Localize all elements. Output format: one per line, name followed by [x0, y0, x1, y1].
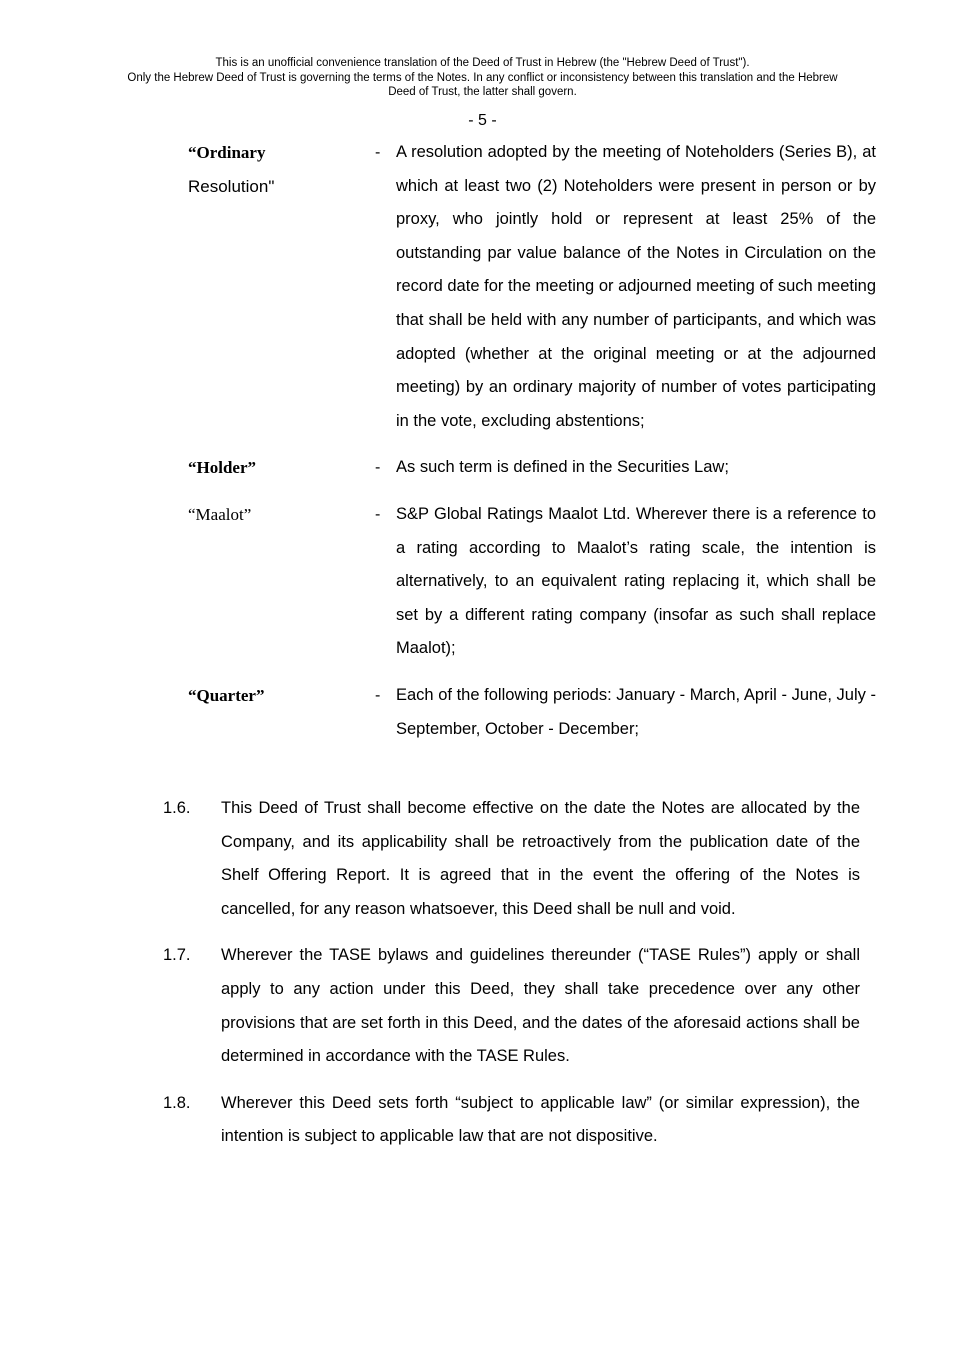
definition-holder [188, 451, 876, 485]
clause-1-6 [163, 792, 860, 926]
disclaimer-line-2: Only the Hebrew Deed of Trust is governing the terms of the Notes. In any conflict or inconsistency between this translation and the Hebrew [127, 71, 838, 84]
definition-term [188, 679, 375, 746]
definition-quarter [188, 679, 876, 746]
definitions-list [188, 136, 876, 759]
definition-maalot [188, 498, 876, 666]
definition-dash: - [375, 686, 381, 704]
page-number: - 5 - [468, 112, 497, 129]
definition-term [188, 136, 375, 438]
clause-number: 1.8. [163, 1093, 191, 1112]
clause-text: Wherever this Deed sets forth “subject to applicable law” (or similar expression), the intention is subject to applicable law that are not dispositive. [221, 1093, 860, 1146]
definition-dash: - [375, 459, 381, 477]
definition-text: Each of the following periods: January - March, April - June, July - September, October - December; [396, 685, 876, 738]
definition-dash: - [375, 505, 381, 523]
clause-text: Wherever the TASE bylaws and guidelines thereunder (“TASE Rules”) apply or shall apply to any action under this Deed, they shall take precedence over any other provisions that are set forth in this Deed, and the dates of the aforesaid actions shall be determined in accordance with the TASE Rules. [221, 946, 860, 1066]
clause-text: This Deed of Trust shall become effective on the date the Notes are allocated by the Company, and its applicability shall be retroactively from the publication date of the Shelf Offering Report. It is agreed that in the event the offering of the Notes is cancelled, for any reason whatsoever, this Deed shall be null and void. [221, 799, 860, 918]
term-line-2: Resolution" [188, 176, 275, 196]
term-label: “Quarter” [188, 685, 265, 705]
clause-1-7 [163, 939, 860, 1073]
translation-disclaimer [60, 56, 905, 100]
clause-number: 1.7. [163, 946, 191, 965]
definition-ordinary-resolution [188, 136, 876, 438]
definition-dash: - [375, 144, 381, 161]
disclaimer-line-1: This is an unofficial convenience translation of the Deed of Trust in Hebrew (the "Hebrew Deed of Trust"). [215, 57, 750, 69]
definition-text: As such term is defined in the Securities Law; [396, 458, 729, 477]
term-line-1: “Ordinary [188, 143, 266, 162]
clause-1-8 [163, 1087, 860, 1154]
definition-text: S&P Global Ratings Maalot Ltd. Wherever there is a reference to a rating according to Maalot’s rating scale, the intention is alternatively, to an equivalent rating replacing it, which shall be set by a different rating company (insofar as such shall replace Maalot); [396, 504, 876, 658]
definition-term [188, 498, 375, 666]
definition-text: A resolution adopted by the meeting of Noteholders (Series B), at which at least two (2) Noteholders were present in person or by proxy, who jointly hold or represent at least 25% of the outstanding par value balance of the Notes in Circulation on the record date for the meeting or adjourned meeting of such meeting that shall be held with any number of participants, and which was adopted (whether at the original meeting or at the adjourned meeting) by an ordinary majority of number of votes participating in the vote, excluding abstentions; [396, 143, 876, 430]
clause-number: 1.6. [163, 799, 191, 817]
clauses-list [163, 792, 860, 1167]
disclaimer-line-3: Deed of Trust, the latter shall govern. [388, 86, 577, 98]
term-label: “Maalot” [188, 504, 252, 524]
definition-term [188, 451, 375, 485]
term-label: “Holder” [188, 458, 256, 478]
